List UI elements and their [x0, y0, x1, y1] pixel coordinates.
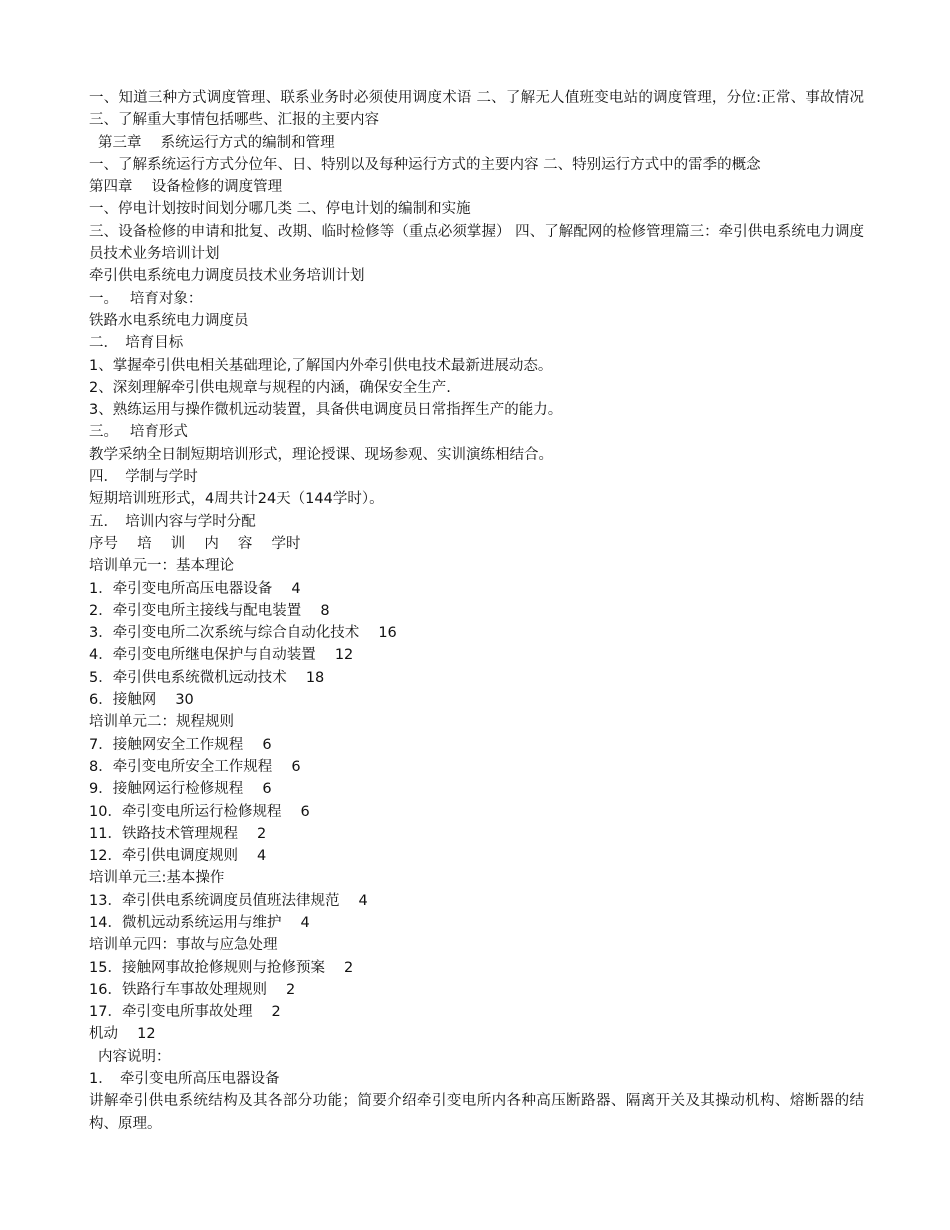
unit-4-heading: 培训单元四：事故与应急处理 [89, 937, 278, 954]
list-item: 17．牵引变电所事故处理 2 [89, 1004, 281, 1021]
text-line-1: 一、知道三种方式调度管理、联系业务时必须使用调度术语 二、了解无人值班变电站的调度管理，分位:正常、事故情况 三、了解重大事情包括哪些、汇报的主要内容 [89, 90, 864, 129]
list-item: 5．牵引供电系统微机远动技术 18 [89, 669, 325, 686]
list-item: 11．铁路技术管理规程 2 [89, 825, 267, 842]
list-item: 10．牵引变电所运行检修规程 6 [89, 803, 310, 820]
table-header: 序号 培 训 内 容 学时 [89, 535, 301, 552]
list-item: 13．牵引供电系统调度员值班法律规范 4 [89, 892, 368, 909]
goal-item-1: 1、掌握牵引供电相关基础理论,了解国内外牵引供电技术最新进展动态。 [89, 357, 553, 374]
list-item: 2．牵引变电所主接线与配电装置 8 [89, 602, 330, 619]
goal-item-2: 2、深刻理解牵引供电规章与规程的内涵，确保安全生产. [89, 379, 451, 396]
list-item: 3．牵引变电所二次系统与综合自动化技术 16 [89, 625, 397, 642]
section-1-heading: 一。 培育对象： [89, 290, 203, 307]
list-item: 1．牵引变电所高压电器设备 4 [89, 580, 301, 597]
list-item: 9．接触网运行检修规程 6 [89, 781, 272, 798]
list-item: 6．接触网 30 [89, 692, 194, 709]
list-item: 4．牵引变电所继电保护与自动装置 12 [89, 647, 354, 664]
text-line-5: 一、停电计划按时间划分哪几类 二、停电计划的编制和实施 [89, 201, 471, 218]
section-5-heading: 五． 培训内容与学时分配 [89, 513, 256, 530]
text-line-6: 三、设备检修的申请和批复、改期、临时检修等（重点必须掌握） 四、了解配网的检修管理篇三：牵引供电系统电力调度员技术业务培训计划 [89, 223, 864, 263]
text-line-15: 教学采纳全日制短期培训形式，理论授课、现场参观、实训演练相结合。 [89, 446, 553, 463]
list-item: 7．接触网安全工作规程 6 [89, 736, 272, 753]
unit-1-heading: 培训单元一：基本理论 [89, 558, 234, 575]
section-3-heading: 三。 培育形式 [89, 424, 188, 441]
content-notes-heading: 内容说明： [98, 1048, 171, 1065]
section-4-heading: 四． 学制与学时 [89, 469, 198, 486]
list-item: 8．牵引变电所安全工作规程 6 [89, 758, 301, 775]
chapter-3-heading: 第三章 系统运行方式的编制和管理 [98, 134, 335, 151]
text-line-17: 短期培训班形式，4周共计24天（144学时）。 [89, 491, 384, 508]
document-page [89, 87, 864, 1135]
plan-title: 牵引供电系统电力调度员技术业务培训计划 [89, 268, 365, 285]
list-item: 14．微机远动系统运用与维护 4 [89, 914, 310, 931]
unit-3-heading: 培训单元三:基本操作 [89, 870, 225, 887]
text-line-3: 一、了解系统运行方式分位年、日、特别以及每种运行方式的主要内容 二、特别运行方式中的雷季的概念 [89, 156, 761, 173]
list-item: 16．铁路行车事故处理规则 2 [89, 981, 296, 998]
goal-item-3: 3、熟练运用与操作微机远动装置，具备供电调度员日常指挥生产的能力。 [89, 402, 563, 419]
content-note-1-body: 讲解牵引供电系统结构及其各部分功能；简要介绍牵引变电所内各种高压断路器、隔离开关及其操动机构、熔断器的结构、原理。 [89, 1093, 864, 1132]
list-item: 15．接触网事故抢修规则与抢修预案 2 [89, 959, 354, 976]
chapter-4-heading: 第四章 设备检修的调度管理 [89, 179, 283, 196]
reserve-hours: 机动 12 [89, 1026, 156, 1043]
content-note-1-heading: 1． 牵引变电所高压电器设备 [89, 1071, 280, 1088]
section-2-heading: 二． 培育目标 [89, 335, 184, 352]
unit-2-heading: 培训单元二：规程规则 [89, 714, 234, 731]
list-item: 12．牵引供电调度规则 4 [89, 848, 267, 865]
text-line-9: 铁路水电系统电力调度员 [89, 312, 249, 329]
